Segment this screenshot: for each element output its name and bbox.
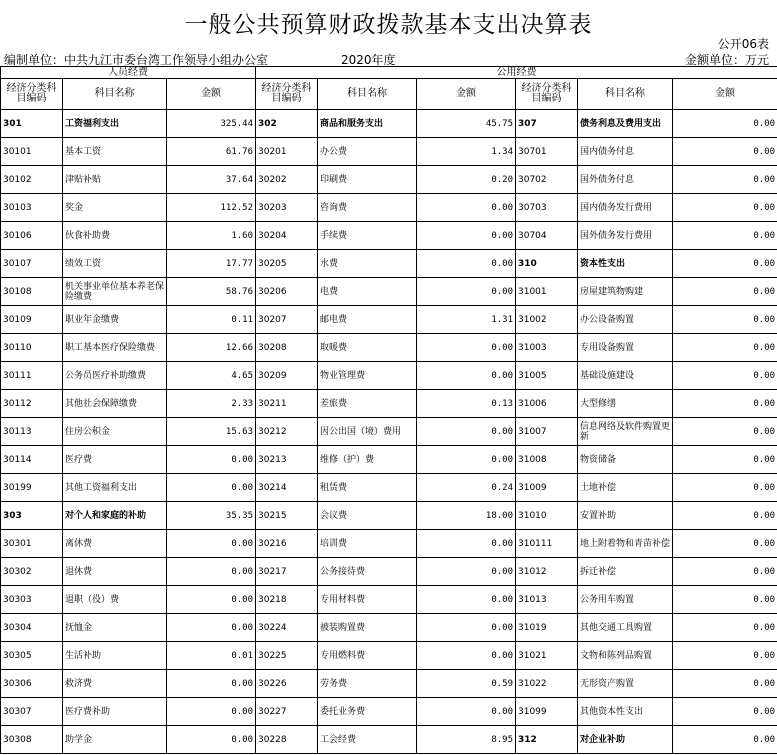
account-code: 30228 [256, 726, 318, 754]
col-code: 经济分类科目编码 [256, 79, 318, 110]
account-code: 310 [516, 250, 578, 278]
amount: 0.00 [673, 502, 777, 530]
amount: 0.00 [673, 194, 777, 222]
account-code: 31019 [516, 614, 578, 642]
account-name: 专用材料费 [318, 586, 417, 614]
account-code: 31099 [516, 698, 578, 726]
account-code: 31021 [516, 642, 578, 670]
group-personnel: 人员经费 [1, 67, 256, 79]
table-row [1, 306, 777, 334]
table-row [1, 446, 777, 474]
account-name: 离休费 [63, 530, 167, 558]
account-code: 31009 [516, 474, 578, 502]
account-name: 培训费 [318, 530, 417, 558]
account-code: 30218 [256, 586, 318, 614]
amount: 1.60 [167, 222, 256, 250]
amount: 0.00 [167, 586, 256, 614]
account-code: 31022 [516, 670, 578, 698]
col-amount: 金额 [167, 79, 256, 110]
account-name: 印刷费 [318, 166, 417, 194]
account-code: 30703 [516, 194, 578, 222]
account-name: 文物和陈列品购置 [578, 642, 673, 670]
account-code: 30217 [256, 558, 318, 586]
account-name: 其他资本性支出 [578, 698, 673, 726]
report-title: 一般公共预算财政拨款基本支出决算表 [184, 12, 593, 38]
report-meta [0, 51, 777, 67]
account-name: 土地补偿 [578, 474, 673, 502]
amount: 0.00 [167, 530, 256, 558]
table-row [1, 614, 777, 642]
amount: 0.00 [673, 530, 777, 558]
account-name: 生活补助 [63, 642, 167, 670]
account-code: 30225 [256, 642, 318, 670]
amount: 0.00 [417, 446, 516, 474]
amount: 15.63 [167, 418, 256, 446]
account-name: 专用燃料费 [318, 642, 417, 670]
account-name: 安置补助 [578, 502, 673, 530]
amount: 0.00 [673, 558, 777, 586]
table-row [1, 166, 777, 194]
account-code: 30103 [1, 194, 63, 222]
money-unit: 金额单位：万元 [684, 53, 769, 67]
amount: 325.44 [167, 110, 256, 138]
account-code: 30212 [256, 418, 318, 446]
account-name: 办公设备购置 [578, 306, 673, 334]
account-name: 机关事业单位基本养老保险缴费 [63, 278, 167, 306]
account-name: 取暖费 [318, 334, 417, 362]
account-name: 劳务费 [318, 670, 417, 698]
account-code: 312 [516, 726, 578, 754]
amount: 0.00 [417, 698, 516, 726]
col-name: 科目名称 [63, 79, 167, 110]
amount: 0.00 [167, 726, 256, 754]
account-name: 被装购置费 [318, 614, 417, 642]
col-code: 经济分类科目编码 [516, 79, 578, 110]
table-row [1, 250, 777, 278]
account-name: 对企业补助 [578, 726, 673, 754]
account-code: 31002 [516, 306, 578, 334]
amount: 37.64 [167, 166, 256, 194]
account-name: 工资福利支出 [63, 110, 167, 138]
account-name: 资本性支出 [578, 250, 673, 278]
account-name: 公务用车购置 [578, 586, 673, 614]
amount: 0.00 [673, 446, 777, 474]
account-name: 国外债务发行费用 [578, 222, 673, 250]
amount: 0.00 [673, 110, 777, 138]
account-name: 职业年金缴费 [63, 306, 167, 334]
amount: 0.00 [673, 474, 777, 502]
account-code: 30209 [256, 362, 318, 390]
account-code: 30302 [1, 558, 63, 586]
amount: 0.00 [673, 586, 777, 614]
account-name: 电费 [318, 278, 417, 306]
account-name: 住房公积金 [63, 418, 167, 446]
amount: 0.00 [417, 418, 516, 446]
account-code: 307 [516, 110, 578, 138]
account-code: 30102 [1, 166, 63, 194]
account-code: 30704 [516, 222, 578, 250]
account-code: 30301 [1, 530, 63, 558]
account-code: 31008 [516, 446, 578, 474]
account-code: 30101 [1, 138, 63, 166]
account-name: 奖金 [63, 194, 167, 222]
table-row [1, 362, 777, 390]
group-header-row [1, 67, 777, 79]
account-name: 办公费 [318, 138, 417, 166]
account-name: 公务员医疗补助缴费 [63, 362, 167, 390]
account-code: 30112 [1, 390, 63, 418]
account-name: 咨询费 [318, 194, 417, 222]
account-name: 租赁费 [318, 474, 417, 502]
account-name: 物资储备 [578, 446, 673, 474]
account-name: 会议费 [318, 502, 417, 530]
account-name: 公务接待费 [318, 558, 417, 586]
amount: 0.00 [673, 390, 777, 418]
amount: 0.00 [167, 698, 256, 726]
amount: 0.00 [673, 642, 777, 670]
account-name: 手续费 [318, 222, 417, 250]
compiling-unit: 编制单位：中共九江市委台湾工作领导小组办公室 [4, 53, 269, 67]
amount: 45.75 [417, 110, 516, 138]
account-name: 债务利息及费用支出 [578, 110, 673, 138]
account-code: 30204 [256, 222, 318, 250]
account-name: 抚恤金 [63, 614, 167, 642]
amount: 0.00 [417, 642, 516, 670]
amount: 58.76 [167, 278, 256, 306]
amount: 0.11 [167, 306, 256, 334]
account-name: 退职（役）费 [63, 586, 167, 614]
account-code: 30208 [256, 334, 318, 362]
account-name: 基本工资 [63, 138, 167, 166]
account-code: 30702 [516, 166, 578, 194]
amount: 4.65 [167, 362, 256, 390]
account-name: 医疗费补助 [63, 698, 167, 726]
account-code: 302 [256, 110, 318, 138]
amount: 61.76 [167, 138, 256, 166]
col-amount: 金额 [417, 79, 516, 110]
amount: 0.00 [417, 250, 516, 278]
col-name: 科目名称 [318, 79, 417, 110]
amount: 18.00 [417, 502, 516, 530]
account-name: 基础设施建设 [578, 362, 673, 390]
account-name: 维修（护）费 [318, 446, 417, 474]
amount: 0.00 [673, 726, 777, 754]
account-code: 30306 [1, 670, 63, 698]
account-code: 30304 [1, 614, 63, 642]
amount: 0.00 [417, 362, 516, 390]
amount: 0.00 [417, 278, 516, 306]
amount: 0.00 [167, 614, 256, 642]
account-name: 委托业务费 [318, 698, 417, 726]
account-name: 物业管理费 [318, 362, 417, 390]
account-name: 津贴补贴 [63, 166, 167, 194]
amount: 0.00 [417, 222, 516, 250]
account-name: 工会经费 [318, 726, 417, 754]
account-name: 绩效工资 [63, 250, 167, 278]
amount: 0.24 [417, 474, 516, 502]
account-code: 30111 [1, 362, 63, 390]
account-code: 30213 [256, 446, 318, 474]
account-code: 301 [1, 110, 63, 138]
account-name: 职工基本医疗保险缴费 [63, 334, 167, 362]
col-amount: 金额 [673, 79, 777, 110]
col-name: 科目名称 [578, 79, 673, 110]
amount: 112.52 [167, 194, 256, 222]
account-name: 因公出国（境）费用 [318, 418, 417, 446]
col-code: 经济分类科目编码 [1, 79, 63, 110]
amount: 0.00 [417, 530, 516, 558]
amount: 0.00 [167, 446, 256, 474]
account-code: 30207 [256, 306, 318, 334]
amount: 0.00 [417, 614, 516, 642]
table-row [1, 670, 777, 698]
account-name: 救济费 [63, 670, 167, 698]
account-code: 30305 [1, 642, 63, 670]
table-row [1, 642, 777, 670]
column-header-row [1, 79, 777, 110]
group-public: 公用经费 [256, 67, 777, 79]
amount: 0.00 [673, 362, 777, 390]
account-code: 30211 [256, 390, 318, 418]
account-code: 30214 [256, 474, 318, 502]
account-code: 30203 [256, 194, 318, 222]
table-row [1, 558, 777, 586]
account-code: 30108 [1, 278, 63, 306]
amount: 0.20 [417, 166, 516, 194]
table-row [1, 586, 777, 614]
account-code: 30202 [256, 166, 318, 194]
amount: 12.66 [167, 334, 256, 362]
account-name: 无形资产购置 [578, 670, 673, 698]
account-name: 国内债务发行费用 [578, 194, 673, 222]
account-code: 30113 [1, 418, 63, 446]
account-code: 30307 [1, 698, 63, 726]
amount: 0.00 [673, 138, 777, 166]
account-name: 国内债务付息 [578, 138, 673, 166]
table-row [1, 502, 777, 530]
amount: 0.00 [673, 306, 777, 334]
account-name: 差旅费 [318, 390, 417, 418]
table-row [1, 530, 777, 558]
amount: 0.00 [673, 418, 777, 446]
account-name: 拆迁补偿 [578, 558, 673, 586]
account-code: 30205 [256, 250, 318, 278]
account-name: 地上附着物和青苗补偿 [578, 530, 673, 558]
table-row [1, 334, 777, 362]
amount: 0.01 [167, 642, 256, 670]
amount: 0.00 [673, 698, 777, 726]
table-row [1, 698, 777, 726]
account-code: 30224 [256, 614, 318, 642]
account-code: 30227 [256, 698, 318, 726]
table-row [1, 418, 777, 446]
account-code: 30308 [1, 726, 63, 754]
amount: 0.00 [167, 558, 256, 586]
amount: 1.34 [417, 138, 516, 166]
account-code: 30206 [256, 278, 318, 306]
account-name: 信息网络及软件购置更新 [578, 418, 673, 446]
table-row [1, 138, 777, 166]
account-code: 31005 [516, 362, 578, 390]
amount: 0.00 [167, 474, 256, 502]
amount: 17.77 [167, 250, 256, 278]
account-code: 30109 [1, 306, 63, 334]
amount: 0.00 [673, 250, 777, 278]
account-name: 对个人和家庭的补助 [63, 502, 167, 530]
table-row [1, 474, 777, 502]
amount: 0.00 [673, 166, 777, 194]
account-code: 30110 [1, 334, 63, 362]
amount: 0.00 [673, 222, 777, 250]
account-code: 31001 [516, 278, 578, 306]
table-row [1, 222, 777, 250]
table-row [1, 194, 777, 222]
account-code: 31012 [516, 558, 578, 586]
account-code: 30216 [256, 530, 318, 558]
account-code: 310111 [516, 530, 578, 558]
account-code: 30114 [1, 446, 63, 474]
account-code: 31003 [516, 334, 578, 362]
account-name: 医疗费 [63, 446, 167, 474]
account-code: 31010 [516, 502, 578, 530]
amount: 0.00 [167, 670, 256, 698]
account-name: 房屋建筑物购建 [578, 278, 673, 306]
table-row [1, 726, 777, 754]
amount: 2.33 [167, 390, 256, 418]
amount: 0.59 [417, 670, 516, 698]
account-name: 专用设备购置 [578, 334, 673, 362]
account-code: 303 [1, 502, 63, 530]
amount: 0.00 [673, 614, 777, 642]
fiscal-year: 2020年度 [341, 53, 396, 67]
account-name: 商品和服务支出 [318, 110, 417, 138]
account-name: 伙食补助费 [63, 222, 167, 250]
account-code: 30201 [256, 138, 318, 166]
expenditure-table [0, 66, 777, 754]
account-name: 退休费 [63, 558, 167, 586]
account-code: 30106 [1, 222, 63, 250]
amount: 0.00 [673, 334, 777, 362]
account-code: 30215 [256, 502, 318, 530]
account-code: 31007 [516, 418, 578, 446]
table-row [1, 390, 777, 418]
account-name: 水费 [318, 250, 417, 278]
amount: 0.00 [417, 194, 516, 222]
account-name: 其他工资福利支出 [63, 474, 167, 502]
amount: 0.13 [417, 390, 516, 418]
account-code: 30303 [1, 586, 63, 614]
account-name: 大型修缮 [578, 390, 673, 418]
table-row [1, 110, 777, 138]
amount: 0.00 [673, 670, 777, 698]
amount: 0.00 [417, 586, 516, 614]
amount: 8.95 [417, 726, 516, 754]
account-code: 30107 [1, 250, 63, 278]
amount: 35.35 [167, 502, 256, 530]
table-row [1, 278, 777, 306]
account-name: 国外债务付息 [578, 166, 673, 194]
amount: 0.00 [673, 278, 777, 306]
form-number: 公开06表 [717, 37, 769, 51]
account-code: 30199 [1, 474, 63, 502]
account-name: 助学金 [63, 726, 167, 754]
account-name: 其他社会保障缴费 [63, 390, 167, 418]
account-code: 31006 [516, 390, 578, 418]
account-code: 31013 [516, 586, 578, 614]
amount: 0.00 [417, 334, 516, 362]
amount: 1.31 [417, 306, 516, 334]
account-name: 其他交通工具购置 [578, 614, 673, 642]
account-code: 30226 [256, 670, 318, 698]
account-name: 邮电费 [318, 306, 417, 334]
account-code: 30701 [516, 138, 578, 166]
amount: 0.00 [417, 558, 516, 586]
